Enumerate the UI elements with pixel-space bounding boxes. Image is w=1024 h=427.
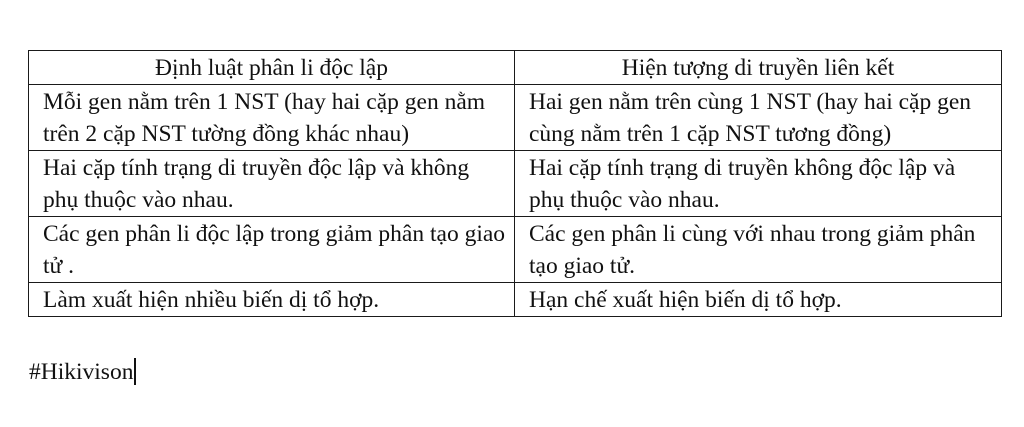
comparison-table (28, 50, 1002, 317)
table-row (29, 217, 1002, 283)
table-cell: Mỗi gen nằm trên 1 NST (hay hai cặp gen nằm trên 2 cặp NST tường đồng khác nhau) (29, 85, 515, 151)
hashtag-line[interactable] (29, 356, 136, 388)
table-cell: Các gen phân li độc lập trong giảm phân tạo giao tử . (29, 217, 515, 283)
table-cell: Làm xuất hiện nhiều biến dị tổ hợp. (29, 283, 515, 317)
table-cell: Hạn chế xuất hiện biến dị tổ hợp. (515, 283, 1002, 317)
table-row (29, 283, 1002, 317)
header-gene-linkage: Hiện tượng di truyền liên kết (515, 51, 1002, 85)
table-header-row (29, 51, 1002, 85)
table-cell: Hai cặp tính trạng di truyền độc lập và không phụ thuộc vào nhau. (29, 151, 515, 217)
table-row (29, 151, 1002, 217)
table-cell: Hai cặp tính trạng di truyền không độc lập và phụ thuộc vào nhau. (515, 151, 1002, 217)
table-cell: Các gen phân li cùng với nhau trong giảm phân tạo giao tử. (515, 217, 1002, 283)
table-cell: Hai gen nằm trên cùng 1 NST (hay hai cặp gen cùng nằm trên 1 cặp NST tương đồng) (515, 85, 1002, 151)
document-body (28, 50, 1002, 317)
text-cursor (134, 358, 136, 385)
header-independent-assortment: Định luật phân li độc lập (29, 51, 515, 85)
hashtag-text: #Hikivison (29, 359, 134, 385)
table-row (29, 85, 1002, 151)
